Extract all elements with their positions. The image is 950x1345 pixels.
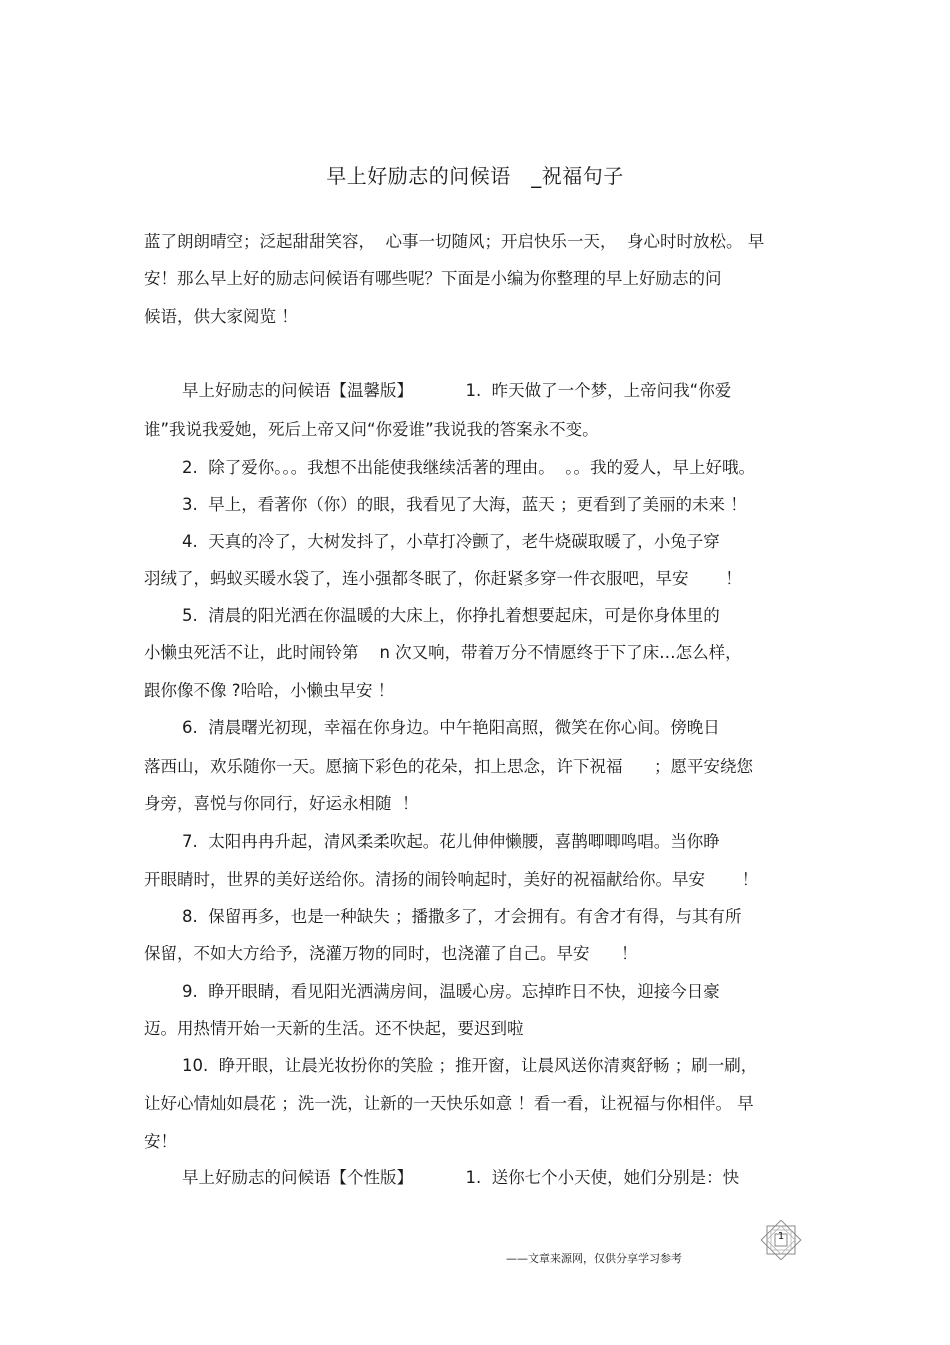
paragraph-line: 6. 清晨曙光初现，幸福在你身边。中午艳阳高照，微笑在你心间。傍晚日 [182, 718, 720, 737]
paragraph-line: 8. 保留再多，也是一种缺失 ；播撒多了，才会拥有。有舍才有得，与其有所 [182, 907, 742, 926]
paragraph-line: 9. 睁开眼睛，看见阳光洒满房间，温暖心房。忘掉昨日不快，迎接今日豪 [182, 982, 720, 1001]
footer-source-note: ——文章来源网，仅供分享学习参考 [506, 1252, 682, 1265]
paragraph-line: 候语，供大家阅览 ！ [144, 307, 298, 326]
paragraph-line: 安！那么早上好的励志问候语有哪些呢？下面是小编为你整理的早上好励志的问 [144, 269, 722, 288]
paragraph-line: 7. 太阳冉冉升起，清风柔柔吹起。花儿伸伸懒腰，喜鹊唧唧鸣唱。当你睁 [182, 832, 720, 851]
paragraph-line: 5. 清晨的阳光洒在你温暖的大床上，你挣扎着想要起床，可是你身体里的 [182, 606, 720, 625]
page-number: 1 [777, 1231, 785, 1242]
paragraph-line: 落西山，欢乐随你一天。愿摘下彩色的花朵，扣上思念，许下祝福 ；愿平安绕您 [144, 757, 753, 776]
paragraph-line: 保留，不如大方给予，浇灌万物的同时，也浇灌了自己。早安 ！ [144, 944, 638, 963]
paragraph-line: 2. 除了爱你。。。我想不出能使我继续活著的理由。 。。我的爱人，早上好哦。 [182, 458, 755, 477]
paragraph-line: 身旁，喜悦与你同行，好运永相随 ！ [144, 794, 419, 813]
paragraph-line: 安！ [144, 1132, 177, 1151]
paragraph-line: 开眼睛时，世界的美好送给你。清扬的闹铃响起时，美好的祝福献给你。早安 ！ [144, 870, 759, 889]
paragraph-line: 羽绒了，蚂蚁买暖水袋了，连小强都冬眠了，你赶紧多穿一件衣服吧，早安 ！ [144, 569, 742, 588]
paragraph-line: 3. 早上，看著你（你）的眼，我看见了大海，蓝天 ；更看到了美丽的未来 ！ [182, 495, 747, 514]
paragraph-line: 谁”我说我爱她，死后上帝又问“你爱谁”我说我的答案永不变。 [144, 420, 599, 439]
paragraph-line: 早上好励志的问候语【个性版】 1. 送你七个小天使，她们分别是：快 [182, 1168, 740, 1187]
paragraph-line: 10. 睁开眼，让晨光妆扮你的笑脸 ；推开窗，让晨风送你清爽舒畅 ；刷一刷， [182, 1056, 758, 1075]
paragraph-line: 早上好励志的问候语【温馨版】 1. 昨天做了一个梦，上帝问我“你爱 [182, 381, 732, 400]
paragraph-line: 迈。用热情开始一天新的生活。还不快起，要迟到啦 [144, 1019, 524, 1038]
paragraph-line: 跟你像不像 ?哈哈，小懒虫早安 ！ [144, 681, 395, 700]
paragraph-line: 蓝了朗朗晴空；泛起甜甜笑容， 心事一切随风；开启快乐一天， 身心时时放松。 早 [144, 232, 765, 251]
paragraph-line: 4. 天真的冷了，大树发抖了，小草打冷颤了，老牛烧碳取暖了，小兔子穿 [182, 532, 720, 551]
page-number-badge [756, 1220, 806, 1260]
paragraph-line: 小懒虫死活不让，此时闹铃第 n 次又响，带着万分不情愿终于下了床…怎么样， [144, 643, 742, 662]
paragraph-line: 让好心情灿如晨花 ；洗一洗，让新的一天快乐如意 ！看一看，让祝福与你相伴。 早 [144, 1094, 754, 1113]
page-title: 早上好励志的问候语 _祝福句子 [326, 164, 624, 188]
